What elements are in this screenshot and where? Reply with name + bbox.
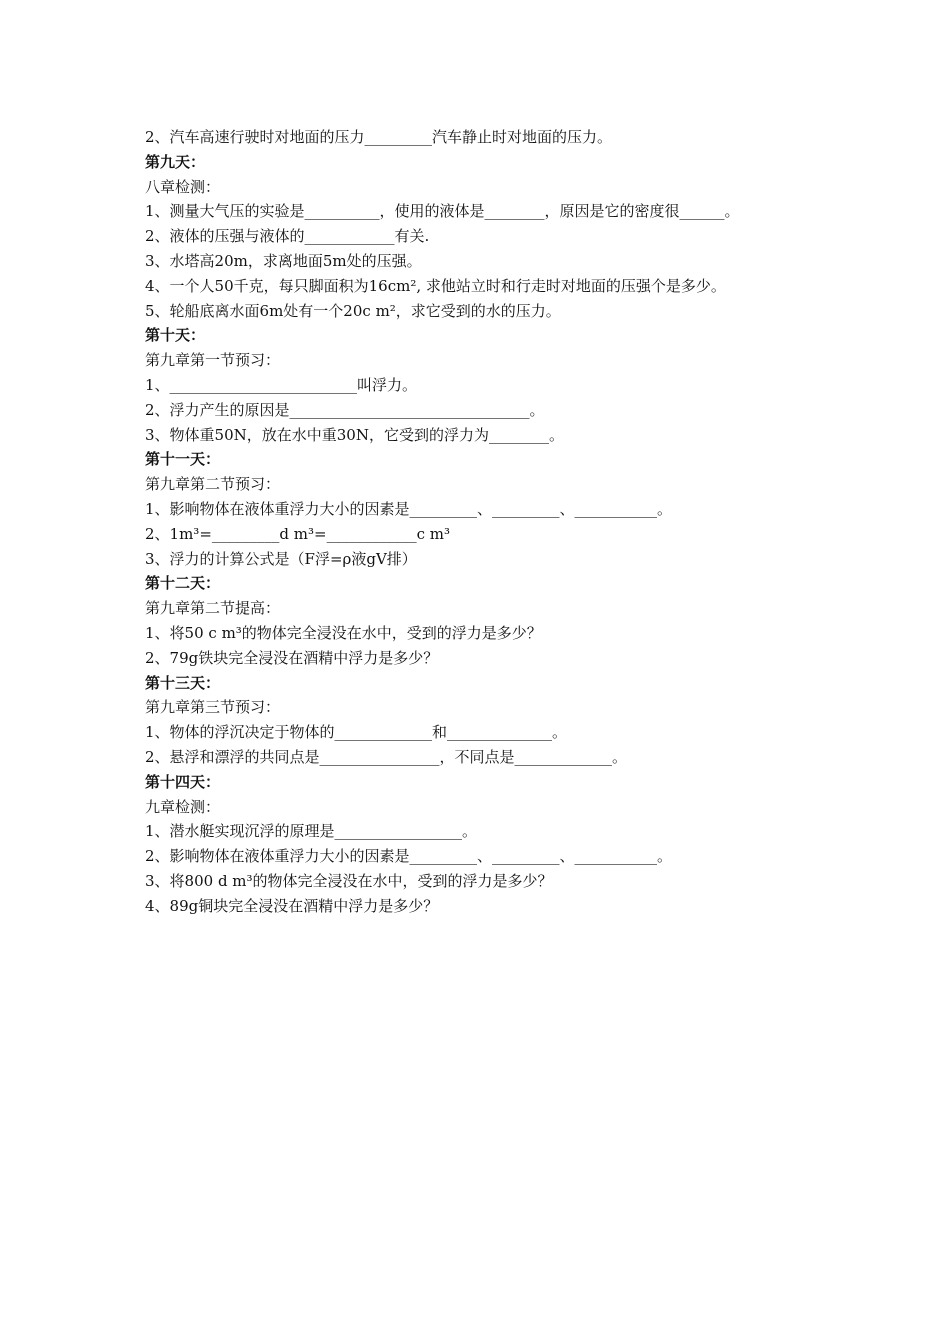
question-line: 2、液体的压强与液体的____________有关.	[145, 227, 430, 246]
question-line: 1、将50 c m³的物体完全浸没在水中，受到的浮力是多少？	[145, 623, 542, 642]
question-line: 5、轮船底离水面6m处有一个20c m²，求它受到的水的压力。	[145, 301, 561, 320]
question-line: 2、浮力产生的原因是________________________________。	[145, 400, 545, 419]
question-line: 2、79g铁块完全浸没在酒精中浮力是多少？	[145, 648, 439, 667]
question-line: 3、物体重50N，放在水中重30N，它受到的浮力为________。	[145, 425, 564, 444]
question-line: 3、水塔高20m，求离地面5m处的压强。	[145, 251, 422, 270]
day-heading: 第十二天：	[145, 574, 221, 593]
day-heading: 第十三天：	[145, 673, 221, 692]
section-title: 第九章第三节预习：	[145, 698, 281, 717]
question-line: 2、汽车高速行驶时对地面的压力_________汽车静止时对地面的压力。	[145, 128, 613, 146]
question-line: 4、一个人50千克，每只脚面积为16cm², 求他站立时和行走时对地面的压强个是多少。	[145, 276, 726, 295]
section-title: 第九章第二节预习：	[145, 475, 281, 494]
section-title: 第九章第二节提高：	[145, 599, 281, 618]
document-page	[145, 125, 845, 919]
question-line: 1、潜水艇实现沉浮的原理是_________________。	[145, 822, 478, 841]
section-title: 第九章第一节预习：	[145, 351, 281, 370]
question-line: 1、影响物体在液体重浮力大小的因素是_________、_________、___________。	[145, 499, 673, 518]
question-line: 1、_________________________叫浮力。	[145, 375, 418, 394]
question-line: 1、测量大气压的实验是__________，使用的液体是________，原因是它的密度很______。	[145, 202, 740, 221]
day-heading: 第十一天：	[145, 450, 221, 469]
section-title: 九章检测：	[145, 797, 221, 816]
question-line: 2、影响物体在液体重浮力大小的因素是_________、_________、___________。	[145, 847, 673, 866]
question-line: 3、将800 d m³的物体完全浸没在水中，受到的浮力是多少？	[145, 871, 553, 890]
day-heading: 第十四天：	[145, 772, 221, 791]
question-line: 2、悬浮和漂浮的共同点是________________，不同点是_____________。	[145, 747, 628, 766]
question-line: 1、物体的浮沉决定于物体的_____________和______________。	[145, 723, 568, 742]
question-line: 4、89g铜块完全浸没在酒精中浮力是多少？	[145, 896, 439, 915]
day-heading: 第九天：	[145, 152, 206, 171]
section-title: 八章检测：	[145, 177, 221, 196]
question-line: 2、1m³=_________d m³=____________c m³	[145, 524, 450, 543]
day-heading: 第十天：	[145, 326, 206, 345]
question-line: 3、浮力的计算公式是（F浮=ρ液gV排）	[145, 549, 417, 568]
